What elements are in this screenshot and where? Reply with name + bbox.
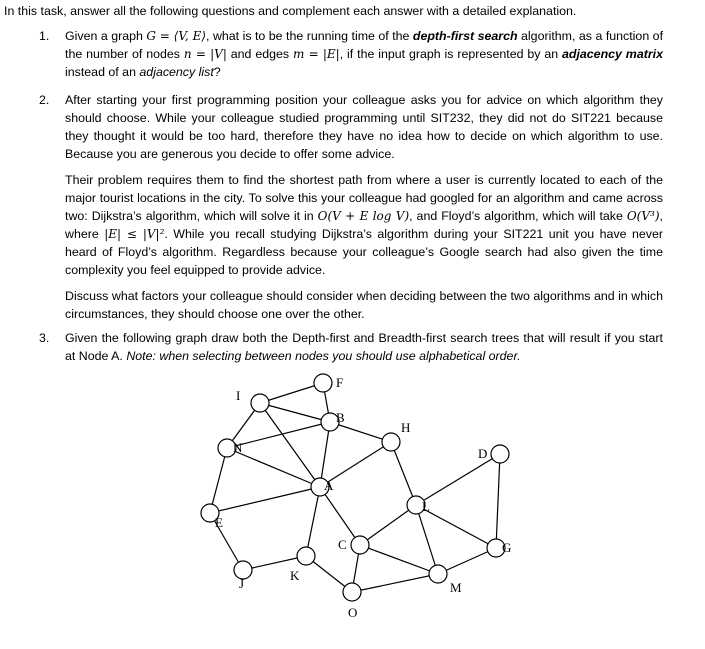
question-body: Given the following graph draw both the Depth-first and Breadth-first search trees that will result if you start at Node A. Note: when selecting between nodes you should use alphabetical order. bbox=[65, 331, 663, 363]
edge-c-m bbox=[360, 545, 438, 574]
node-h bbox=[382, 433, 400, 451]
node-label-j: J bbox=[239, 576, 245, 591]
question-number: 3. bbox=[39, 331, 50, 345]
edge-h-l bbox=[391, 442, 416, 505]
node-label-d: D bbox=[478, 446, 488, 461]
edge-a-k bbox=[306, 487, 320, 556]
question-number: 2. bbox=[39, 93, 50, 107]
edge-l-c bbox=[360, 505, 416, 545]
node-label-a: A bbox=[324, 478, 334, 493]
graph-diagram bbox=[190, 370, 530, 620]
node-label-o: O bbox=[348, 605, 358, 620]
node-label-l: L bbox=[422, 499, 430, 514]
node-label-n: N bbox=[233, 440, 243, 455]
edge-o-m bbox=[352, 574, 438, 592]
edge-n-e bbox=[210, 448, 227, 513]
question-body bbox=[65, 91, 663, 323]
paragraph: Discuss what factors your colleague should consider when deciding between the two algorithms and in which circumstances, they should choose one over the other. bbox=[65, 289, 663, 321]
edge-d-l bbox=[416, 454, 500, 505]
node-f bbox=[314, 374, 332, 392]
node-label-b: B bbox=[336, 410, 345, 425]
question-number: 1. bbox=[39, 29, 50, 43]
node-k bbox=[297, 547, 315, 565]
note: Note: when selecting between nodes you should use alphabetical order. bbox=[126, 349, 521, 363]
node-label-c: C bbox=[338, 537, 347, 552]
node-label-e: E bbox=[215, 515, 223, 530]
node-i bbox=[251, 394, 269, 412]
node-o bbox=[343, 583, 361, 601]
paragraph: Their problem requires them to find the shortest path from where a user is currently located to each of the major tourist locations in the city. To solve this your colleague had googled for an algorithm and came across two: Dijkstra’s algorithm, which will solve it in O(V + E log V), and Floyd’s algorithm, which will take O(V³), where |E| ≤ |V|². While you recall studying Dijkstra’s algorithm during your SIT221 unit you have never heard of Floyd’s algorithm. Regardless because your colleague’s Google search had also given the time complexity you feel equipped to provide advice. bbox=[65, 173, 664, 277]
node-label-f: F bbox=[336, 375, 344, 390]
edge-d-g bbox=[496, 454, 500, 548]
edge-i-b bbox=[260, 403, 330, 422]
edge-b-n bbox=[227, 422, 330, 448]
question-2 bbox=[39, 91, 663, 331]
node-label-i: I bbox=[236, 388, 241, 403]
node-label-h: H bbox=[401, 420, 411, 435]
question-3 bbox=[39, 329, 663, 365]
node-d bbox=[491, 445, 509, 463]
task-intro: In this task, answer all the following questions and complement each answer with a detailed explanation. bbox=[4, 4, 577, 18]
edge-f-i bbox=[260, 383, 323, 403]
question-1 bbox=[39, 27, 663, 81]
node-m bbox=[429, 565, 447, 583]
edge-b-h bbox=[330, 422, 391, 442]
node-c bbox=[351, 536, 369, 554]
node-label-m: M bbox=[450, 580, 462, 595]
edge-a-e bbox=[210, 487, 320, 513]
node-label-g: G bbox=[502, 540, 512, 555]
node-label-k: K bbox=[290, 568, 300, 583]
paragraph: After starting your first programming position your colleague asks you for advice on which algorithm they should choose. While your colleague studied programming until SIT232, they did not do SIT221 because they thought it would be too hard, therefore they have no idea how to decide on which algorithm to use. Because you are generous you decide to offer some advice. bbox=[65, 93, 663, 161]
question-body: Given a graph G = ⟨V, E⟩, what is to be the running time of the depth-first search algorithm, as a function of the number of nodes n = |V| and edges m = |E|, if the input graph is represented by an adjacency matrix instead of an adjacency list? bbox=[65, 29, 664, 79]
